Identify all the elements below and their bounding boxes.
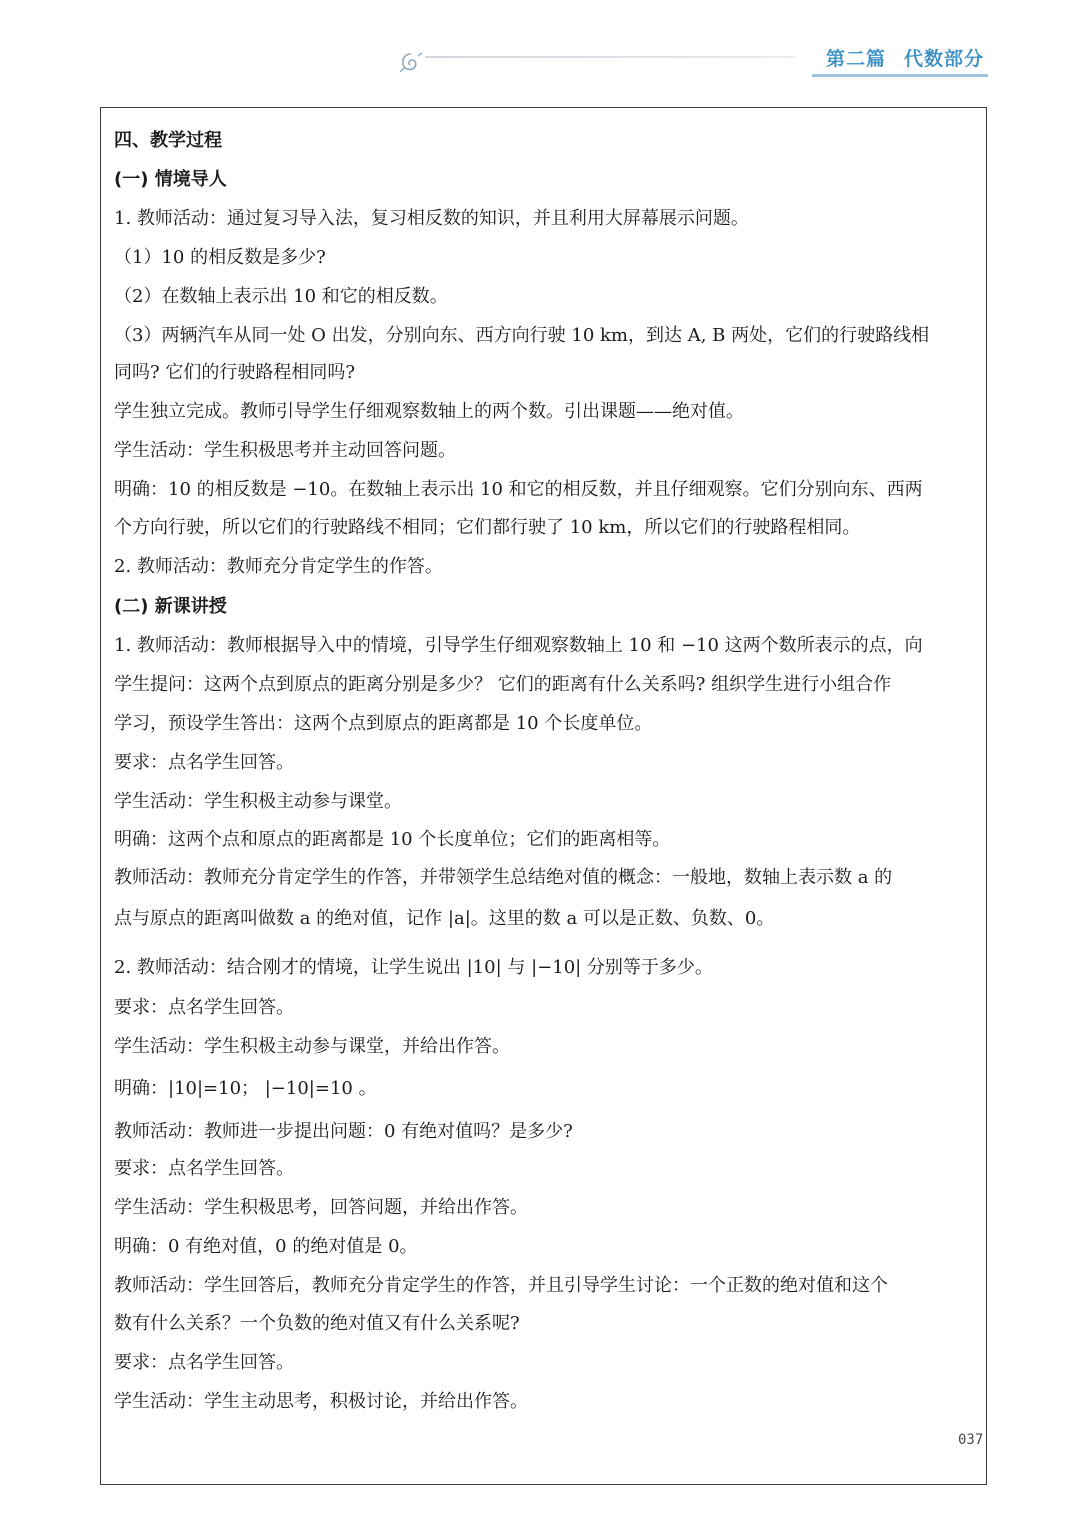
text-line: 1. 教师活动：教师根据导入中的情境，引导学生仔细观察数轴上 10 和 −10 这两个数所表示的点，向 [114, 635, 923, 656]
header-underline [812, 74, 988, 77]
text-line: （2）在数轴上表示出 10 和它的相反数。 [114, 286, 448, 307]
text-line: 要求：点名学生回答。 [114, 1352, 294, 1373]
text-line: 学生活动：学生积极主动参与课堂，并给出作答。 [114, 1036, 510, 1057]
text-line: 教师活动：学生回答后，教师充分肯定学生的作答，并且引导学生讨论：一个正数的绝对值和这个 [114, 1275, 888, 1296]
text-line: 明确：0 有绝对值，0 的绝对值是 0。 [114, 1236, 418, 1257]
text-line: 明确：这两个点和原点的距离都是 10 个长度单位；它们的距离相等。 [114, 829, 671, 850]
text-line: 要求：点名学生回答。 [114, 997, 294, 1018]
text-line: 学习，预设学生答出：这两个点到原点的距离都是 10 个长度单位。 [114, 713, 653, 734]
page-number: 037 [958, 1432, 984, 1448]
swirl-ornament-icon [398, 50, 424, 76]
part-label: 第二篇 [825, 48, 886, 70]
text-line: 要求：点名学生回答。 [114, 1158, 294, 1179]
section-title [826, 44, 984, 71]
text-line: 学生活动：学生积极思考，回答问题，并给出作答。 [114, 1197, 528, 1218]
heading-scenario-intro: (一) 情境导人 [114, 169, 227, 190]
section-label: 代数部分 [903, 48, 984, 70]
text-line: 2. 教师活动：结合刚才的情境，让学生说出 |10| 与 |−10| 分别等于多少。 [114, 957, 713, 978]
text-line: 1. 教师活动：通过复习导入法，复习相反数的知识，并且利用大屏幕展示问题。 [114, 208, 749, 229]
text-line: （3）两辆汽车从同一处 O 出发，分别向东、西方向行驶 10 km，到达 A, B 两处，它们的行驶路线相 [114, 325, 930, 346]
text-line: 数有什么关系？一个负数的绝对值又有什么关系呢? [114, 1313, 520, 1334]
text-line: 学生提问：这两个点到原点的距离分别是多少？ 它们的距离有什么关系吗? 组织学生进行小组合作 [114, 674, 892, 695]
text-line: 教师活动：教师充分肯定学生的作答，并带领学生总结绝对值的概念：一般地，数轴上表示数 a 的 [114, 867, 893, 888]
text-line: （1）10 的相反数是多少? [114, 247, 326, 268]
text-line: 同吗? 它们的行驶路程相同吗? [114, 362, 356, 383]
text-line: 教师活动：教师进一步提出问题：0 有绝对值吗？是多少? [114, 1121, 573, 1142]
heading-teaching-process: 四、教学过程 [114, 130, 222, 151]
text-line: 学生活动：学生积极主动参与课堂。 [114, 791, 402, 812]
text-line: 个方向行驶，所以它们的行驶路线不相同；它们都行驶了 10 km，所以它们的行驶路程相同。 [114, 517, 861, 538]
heading-new-lesson: (二) 新课讲授 [114, 596, 227, 617]
text-line: 明确：|10|=10； |−10|=10 。 [114, 1078, 377, 1099]
text-line: 学生独立完成。教师引导学生仔细观察数轴上的两个数。引出课题——绝对值。 [114, 401, 744, 422]
text-line: 学生活动：学生积极思考并主动回答问题。 [114, 440, 456, 461]
text-line: 明确：10 的相反数是 −10。在数轴上表示出 10 和它的相反数，并且仔细观察。它们分别向东、西两 [114, 479, 923, 500]
text-line: 点与原点的距离叫做数 a 的绝对值，记作 |a|。这里的数 a 可以是正数、负数、0。 [114, 908, 775, 929]
text-line: 学生活动：学生主动思考，积极讨论，并给出作答。 [114, 1391, 528, 1412]
text-line: 2. 教师活动：教师充分肯定学生的作答。 [114, 556, 443, 577]
header-rule [425, 56, 795, 58]
text-line: 要求：点名学生回答。 [114, 752, 294, 773]
